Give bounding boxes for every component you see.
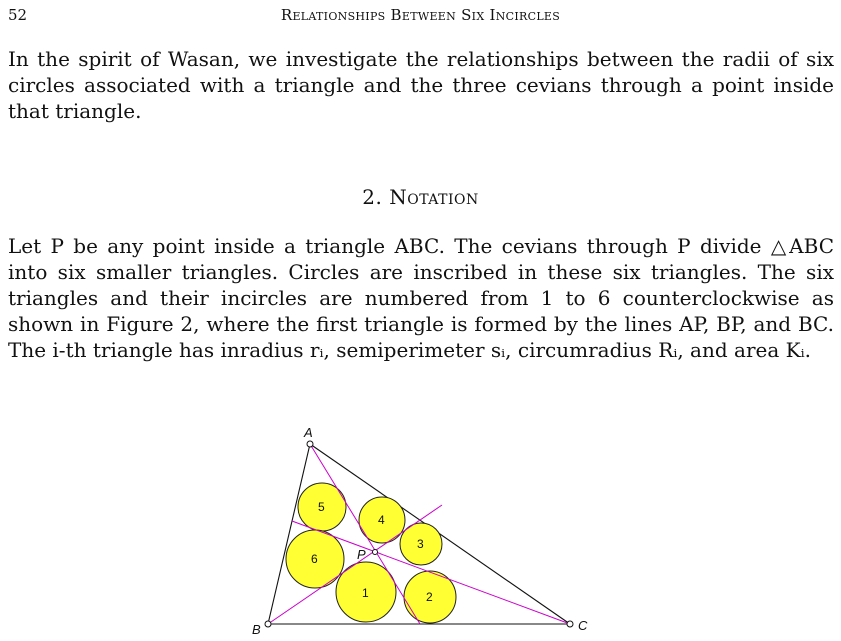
circle-label-3: 3: [417, 537, 424, 551]
running-title: Relationships Between Six Incircles: [280, 6, 561, 24]
page-number: 52: [8, 6, 28, 24]
vertex-b: [265, 621, 271, 627]
circle-label-1: 1: [362, 586, 369, 600]
label-b: B: [252, 622, 261, 637]
label-a: A: [304, 425, 313, 440]
point-p: [373, 550, 378, 555]
label-p: P: [357, 547, 366, 562]
circle-label-4: 4: [378, 513, 385, 527]
circle-label-5: 5: [318, 500, 325, 514]
circle-label-2: 2: [426, 590, 433, 604]
section-title: 2. Notation: [362, 185, 479, 209]
intro-paragraph: In the spirit of Wasan, we investigate the relationships between the radii of six circles associated with a triangle and the three cevians through a point inside that triangle.: [8, 47, 834, 123]
label-c: C: [578, 618, 588, 633]
vertex-a: [307, 441, 313, 447]
circle-label-6: 6: [311, 552, 318, 566]
vertex-c: [567, 621, 573, 627]
notation-paragraph: Let P be any point inside a triangle ABC. The cevians through P divide △ABC into six smaller triangles. Circles are inscribed in these six triangles. The six triangles and their incircles are numbered from 1 to 6 counterclockwise as shown in Figure 2, where the first triangle is formed by the lines AP, BP, and BC. The i-th triangle has inradius rᵢ, semiperimeter sᵢ, circumradius Rᵢ, and area Kᵢ.: [8, 234, 834, 362]
